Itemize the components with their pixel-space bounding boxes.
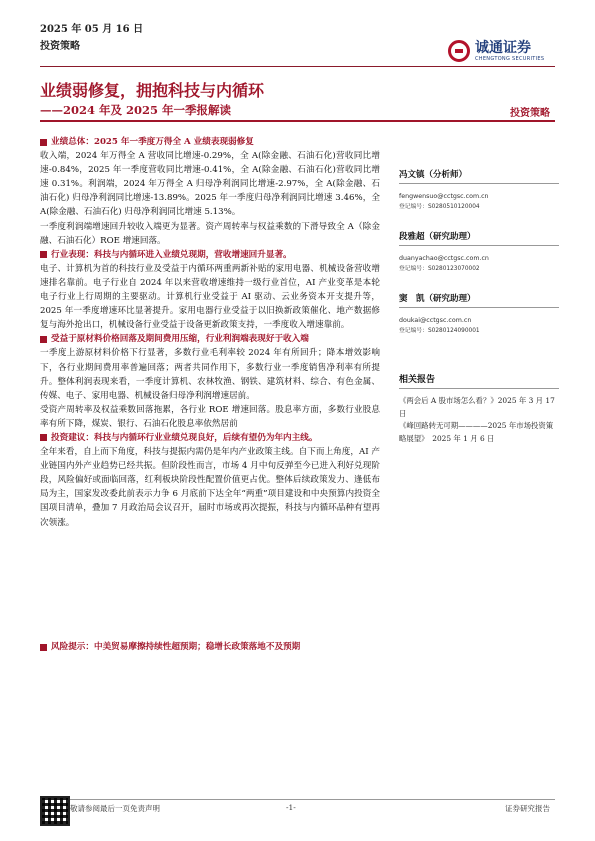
body-paragraph: 收入端，2024 年万得全 A 营收同比增速-0.29%，全 A(除金融、石油石化)营收同比增速-0.84%，2025 年一季度营收同比增速-0.41%，全 A(除金融、石油石化)营收同比增速 0.31%。利润端，2024 年万得全 A 归母净利润同比增速-2.97%，全 A(除金融、石油石化) 归母净利润同比增速-13.89%。2025 年一季度归母净利润同比增速 3.46%，全 A(除金融、石油石化) 归母净利润同比增速 5.13%。 xyxy=(40,151,380,218)
footer-divider xyxy=(40,799,555,800)
analyst-divider xyxy=(399,245,559,246)
related-report-item[interactable]: 《峰回路转无可期————2025 年市场投资策略展望》 2025 年 1 月 6 日 xyxy=(399,421,554,443)
analyst-email[interactable]: doukai@cctgsc.com.cn xyxy=(399,317,472,324)
analyst-registration: 登记编号：S0280123070002 xyxy=(399,266,480,272)
bullet-square-icon xyxy=(40,644,47,651)
logo-name-cn: 诚通证券 xyxy=(475,39,531,56)
body-paragraph: 一季度利润端增速回升较收入端更为显著。资产周转率与权益乘数的下滑导致全 A（除金融、石油石化）ROE 增速回落。 xyxy=(40,221,380,246)
body-paragraph: 电子、计算机为首的科技行业及受益于内循环两重两新补贴的家用电器、机械设备营收增速排名靠前。电子行业自 2024 年以来营收增速维持一级行业首位，AI 产业变革是本轮电子行业上行周期的主要驱动。计算机行业受益于 AI 驱动、云业务资本开支提升等，2025 年一季度增速环比显著提升。家用电器行业受益于以旧换新政策催化、地产数据修复与海外抢出口，机械设备行业受益于设备更新政策支持，一季度收入增速靠前。 xyxy=(40,263,380,331)
footer-disclaimer: 敬请参阅最后一页免责声明 xyxy=(70,804,160,813)
analyst-name: 段雅超（研究助理） xyxy=(399,232,476,242)
bullet-square-icon xyxy=(40,251,47,258)
section-heading: 投资建议：科技与内循环行业业绩兑现良好，后续有望仍为年内主线。 xyxy=(40,431,380,445)
report-category: 投资策略 xyxy=(40,41,80,52)
report-date: 2025 年 05 月 16 日 xyxy=(40,24,144,35)
bullet-square-icon xyxy=(40,336,47,343)
report-category-right: 投资策略 xyxy=(510,108,550,119)
analyst-email[interactable]: duanyachao@cctgsc.com.cn xyxy=(399,255,489,262)
section-heading: 受益于原材料价格回落及期间费用压缩，行业利润端表现好于收入端 xyxy=(40,332,380,346)
analyst-divider xyxy=(399,183,559,184)
analyst-name: 窦 凯（研究助理） xyxy=(399,294,476,304)
page-number: -1- xyxy=(286,803,296,812)
related-divider xyxy=(399,388,559,389)
body-paragraph: 受资产周转率及权益乘数回落拖累，各行业 ROE 增速回落。股息率方面，多数行业股息率有所下降，煤炭、银行、石油石化股息率依然居前 xyxy=(40,404,380,429)
qr-code-icon xyxy=(40,796,70,826)
footer-report-type: 证券研究报告 xyxy=(505,804,550,813)
header-divider xyxy=(40,66,555,67)
analyst-divider xyxy=(399,307,559,308)
related-reports-title: 相关报告 xyxy=(399,375,436,385)
company-logo xyxy=(448,34,558,68)
body-paragraph: 一季度上游原材料价格下行显著，多数行业毛利率较 2024 年有所回升；降本增效影响下，各行业期间费用率普遍回落；两者共同作用下，多数行业一季度销售净利率有所提升。整体利润表现来看，一季度计算机、农林牧渔、钢铁、建筑材料、综合、有色金属、传媒、电子、家用电器、机械设备归母净利润增速居前。 xyxy=(40,348,380,401)
section-heading: 行业表现：科技与内循环进入业绩兑现期，营收增速回升显著。 xyxy=(40,248,380,262)
analyst-registration: 登记编号：S0280510120004 xyxy=(399,204,480,210)
bullet-square-icon xyxy=(40,434,47,441)
section-heading: 业绩总体：2025 年一季度万得全 A 业绩表现弱修复 xyxy=(40,135,380,149)
analyst-panel xyxy=(399,160,559,445)
analyst-name: 冯文镇（分析师） xyxy=(399,170,468,180)
main-body xyxy=(40,135,380,530)
title-divider xyxy=(40,120,555,122)
report-subtitle: ——2024 年及 2025 年一季报解读 xyxy=(40,103,232,117)
body-paragraph: 全年来看，自上而下角度，科技与提振内需仍是年内产业政策主线。自下而上角度，AI 产业链国内外产业趋势已经共振。但阶段性而言，市场 4 月中旬反弹至今已进入利好兑现阶段，风险偏好或面临回落，红利板块阶段性配置价值更占优。整体后续政策发力、逢低布局为主，国家发改委此前表示力争 6 月底前下达全年“两重”项目建设和中央预算内投资全国项目清单，叠加 7 月政治局会议召开，届时市场或再次提振，科技与内循环品种有望再次领涨。 xyxy=(40,447,380,528)
report-title: 业绩弱修复，拥抱科技与内循环 xyxy=(40,81,265,100)
risk-warning: 风险提示：中美贸易摩擦持续性超预期；稳增长政策落地不及预期 xyxy=(40,640,300,652)
analyst-registration: 登记编号：S0280124090001 xyxy=(399,328,480,334)
analyst-email[interactable]: fengwensuo@cctgsc.com.cn xyxy=(399,193,489,200)
bullet-square-icon xyxy=(40,139,47,146)
related-report-item[interactable]: 《两会后 A 股市场怎么看？》2025 年 3 月 17 日 xyxy=(399,396,555,418)
logo-mark-icon xyxy=(448,40,470,62)
logo-name-en: CHENGTONG SECURITIES xyxy=(475,55,545,62)
